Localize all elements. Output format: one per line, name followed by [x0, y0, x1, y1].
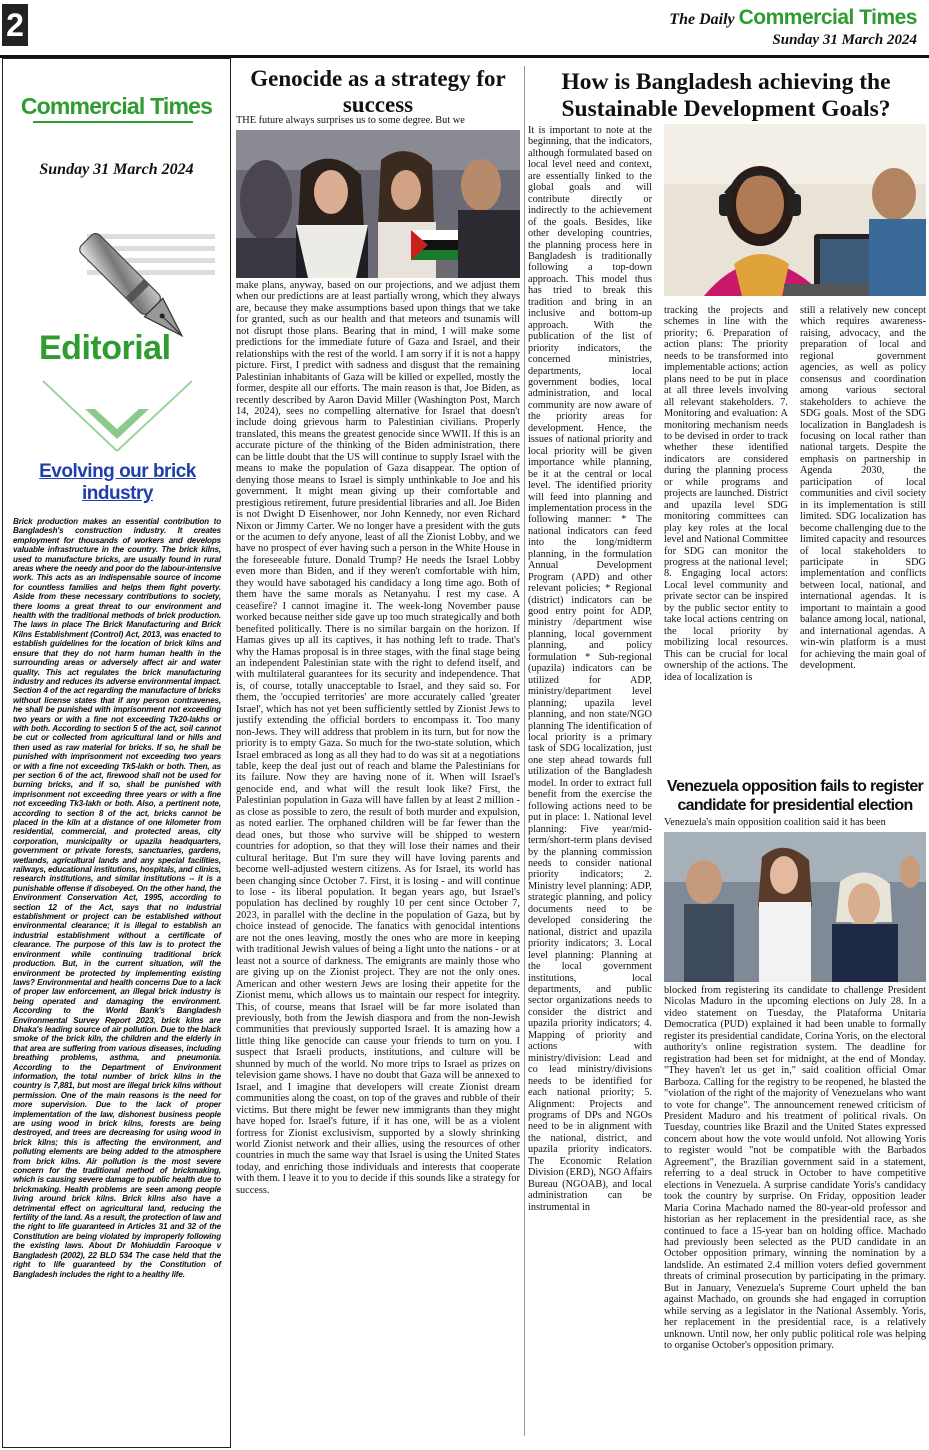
- editorial-brand-rule: [33, 121, 193, 123]
- editorial-title: Evolving our brick industry: [39, 461, 196, 504]
- editorial-date: Sunday 31 March 2024: [39, 161, 194, 178]
- sdg-article-title: How is Bangladesh achieving the Sustainable Development Goals?: [561, 69, 891, 122]
- sdg-article-col3: still a relatively new concept which requires awareness-raising, advocacy, and the preparation of local and regional government agencies, as well as policy consensus and coordination among various sectoral stakeholders to achieve the SDG goals. Most of the SDG localization in Bangladesh is focusing on local rather than national targets. Despite the emphasis on partnership in Agenda 2030, the participation of local communities and civil society in its implementation is still limited. SDG localization has become challenging due to the limited capacity and resources of local stakeholders to participate in SDG implementation and conflicts between local, national, and international agendas. It is important to maintain a good balance among local, national, and international agendas. A win-win platform is a must for achieving the main goal of development.: [800, 305, 926, 672]
- page-number: 2: [2, 4, 28, 46]
- venezuela-article-title: Venezuela opposition fails to register candidate for presidential election: [666, 778, 924, 814]
- masthead-date: Sunday 31 March 2024: [772, 32, 917, 48]
- editorial-body: Brick production makes an essential contribution to Bangladesh's construction industry. It creates employment for thousands of workers and develops valuable infrastructure in the country. The brick kilns, used to manufacture bricks, are usually found in rural areas where the needy and poor do the labour-intensive work. This acts as an indispensable source of income for countless families and helps them fight poverty. Aside from these necessary contributions to society, there looms a great threat to our environment and health with the traditional methods of brick production. The laws in place The Brick Manufacturing and Brick Kilns Establishment (Control) Act, 2013, was enacted to establish guidelines for the location of brick kilns and ensure that they do not harm human health in the surrounding areas or adversely affect air and water quality. This act regulates the brick manufacturing industry and reduces its adverse environmental impact. Section 4 of the act regarding the manufacture of bricks without license states that if any person contravenes, he shall be punished with imprisonment not exceeding two years or with a fine not exceeding Tk20-lakhs or with both. According to section 5 of the act, soil cannot be cut or collected from agricultural land or hills and then used as raw material for bricks. If so, he shall be punished with imprisonment not exceeding two years or with a fine not exceeding Tk5-lakh or both. Then, as per section 6 of the act, firewood shall not be used for burning bricks, and if so, shall be punished with imprisonment not exceeding three years or with a fine not exceeding Tk3-lakh or both. Also, a pertinent note, according to section 8 of the act, bricks cannot be placed in the kiln at a distance of one kilometer from residential, commercial, and protected areas, city corporation, municipality or upazila headquarters, government or private forests, sanctuaries, gardens, wetlands, agricultural lands and any special facilities, railways, educational institutions, hospitals, and clinics, research institutions, and similar institutions -- it is a punishable offense if disobeyed. On the other hand, the Environment Conservation Act, 1995, according to section 12 of the Act, says that no industrial establishment or project can be established without environmental clearance; it is illegal to establish an industrial establishment without a certificate of clearance. The purpose of this law is to protect the environment while continuing traditional brick production. But, in the current situation, will the environment be protected by implementing existing laws? Environmental and health concerns Due to a lack of proper law enforcement, an illegal brick industry is being operated and damaging the environment. According to the World Bank's Bangladesh Environmental Survey Report 2023, brick kilns are Dhaka's leading source of air pollution. Due to the black smoke of the brick kiln, the children and the elderly in that area are suffering from various diseases, including breathing problems, asthma, and pneumonia. According to the Department of Environment information, the total number of brick kilns in the country is 7,881, but most are illegal brick kilns without permission. One of the main reasons is the need for more supervision. Due to the lack of proper implementation of the law, dishonest business people are using wood in brick kilns, forests are being destroyed, and trees are decreasing for using wood in brick kilns; this is affecting the environment, and polluting elements are being added to the atmosphere from brick kilns. Air pollution is the most severe concern for the traditional method of brickmaking, which is causing severe damage to public health due to brickmaking. Health problems are seen among people living around brick kilns. Brick kilns also have a detrimental effect on agricultural land, reducing the fertility of the land. As a result, the protection of law and the right to life guaranteed in Articles 31 and 32 of the Constitution are being violated by improperly following the existing laws. About Dr Mohiuddin Farooque v Bangladesh (2002), 22 BLD 534 The case held that the right to life guaranteed by the Constitution of Bangladesh includes the right to a healthy life.: [13, 517, 221, 1279]
- masthead-brand: Commercial Times: [738, 6, 917, 29]
- protest-photo: [236, 130, 520, 278]
- gaza-article-lead: THE future always surprises us to some degree. But we: [236, 115, 465, 126]
- sdg-article-col1: It is important to note at the beginning, that the indicators, although formulated based on local level need and context, are essentially linked to the global goals and will contribute directly or indirectly to the achievement of the goals. Besides, like other developing countries, the planning process here in Bangladesh is traditionally following a top-down approach. This model thus has tried to break this tradition and bring in an inclusive and bottom-up approach. With the publication of the list of priority indicators, the concerned ministries, departments, local government bodies, local administration, and local community are now aware of the priority areas for development. Hence, the issues of national priority and local priority will be given importance while planning, be it at the central or local level. The identified priority will feed into planning and implementation process in the following manner: * The national indicators can feed into the long/midterm planning, in the formulation Annual Development Program (APD) and other relevant policies; * Regional (district) indicators can be good entry point for ADP, ministry /department wise planning, local government planning, and policy formulation * Sub-regional (upazila) indicators can be utilized for ADP, ministry/department level planning; upazila level planning, and non state/NGO planning The identification of local priority is a primary task of SDG localization, just one step ahead towards full utilization of the Bangladesh model. In order to extract full benefit from the exercise the following actions need to be put in place: 1. National level planning: Five year/mid-term/short-term plans devised by the planning commission needs to consider national priority indicators; 2. Ministry level planning: ADP, strategic planning, and policy documents need to be developed considering the national, district and upazila priority indicators; 3. Local level planning: Planning at the local government institutions, local departments, and public sector organizations needs to consider the district and upazila priority indicators; 4. Mapping of priority and actions with ministry/division: Lead and co lead ministry/divisions needs to be identified for each national priority; 5. Alignment: Projects and programs of DPs and NGOs need to be in alignment with the national, district, and upazila priority indicators. The Economic Relation Division (ERD), NGO Affairs Bureau (NGOAB), and local administration can be instrumental in: [528, 125, 652, 1213]
- editorial-section-word: Editorial: [39, 329, 171, 367]
- down-arrow-icon: [3, 377, 231, 457]
- masthead-daily: The Daily: [669, 11, 735, 28]
- masthead: [669, 6, 917, 49]
- editorial-column: [2, 58, 231, 1448]
- gaza-article-body: make plans, anyway, based on our projections, and we adjust them when our predictions are at least partially wrong, which they always are, because they make assumptions based upon things that we take for granted, such as our health and that meteors and tsunamis will not disrupt those plans. Bearing that in mind, I will make some predictions for the immediate future of Gaza and Israel, and their relationships with the rest of the world. I am sorry if it is not a happy picture. First, I predict with sadness and disgust that the remaining Palestinian inhabitants of Gaza will be killed or expelled, mostly the former, despite all our efforts. The main reason is that, Joe Biden, as recently described by Aaron David Miller (Washington Post, March 14, 2024), sees no compelling alternative for Israel that doesn't include doing grievous harm to Palestinian civilians. Properly translated, this means the greatest genocide since WWII. If this is an accurate picture of the thinking of the Biden administration, there can be little doubt that the US will continue to supply Israel with the means to make the population of Gaza disappear. The option of denying those means to Israel is simply unthinkable to Joe and his government. It might mean giving up their comfortable and prestigious retirement, future presidential libraries and all. Joe Biden is not Dwight D Eisenhower, nor John Kennedy, nor even Richard Nixon or Jimmy Carter. We no longer have a president with the guts or the acumen to defy anyone, least of all the Zionist Lobby, and we have no prospect of ever having such a person in the White House in the foreseeable future. Donald Trump? He needs the Israel Lobby even more than Biden, and if they weren't comfortable with him, they would have sabotaged his candidacy a long time ago. Both of them have the same morals as Netanyahu. I rest my case. A ceasefire? I cannot imagine it. The week-long November pause worked because neither side gave up too much strategically and both benefited politically. There is no similar bargain on the horizon. If Hamas gives up all its captives, it has nothing left to trade. That's why the Hamas proposal is in three stages, with the final stage being an independent Palestinian state with the right to defend itself, and with multilateral guarantees for its security and independence. That is, of course, totally unacceptable to Israel, and they said so. For them, the 'occupied territories' are more accurately called 'greater Israel', which has not yet been sufficiently settled by Zionist Jews to justify extending the official borders to encompass it. Too many non-Jews. They will address that problem in its turn, but for now the priority is to empty Gaza. So much for the two-state solution, which Israel embraced as long as all they had to do was sit at a negotiations table, keep the deal just out of reach and blame the Palestinians for its failure. Now they are having none of it. When will Israel's genocide end, and what will the result look like? First, the Palestinian population in Gaza will have fallen by at least 2 million - as close as possible to zero, the result of both murder and expulsion, as noted earlier. The orphaned children will be far fewer than the dead ones, but those who survive will be shipped to western countries for adoption, so that they will lose their names and their cultural heritage. But I'm sure they will have loving parents and become well-adjusted western citizens. As for Israel, its world has been changing since October 7. First, it is losing - and will continue to lose - its liberal population. It began years ago, but Israel's population has declined by roughly 10 per cent since October 7, 2023, in parallel with the decline in the population of Gaza, but by choice instead of genocide. The fanatics with genocidal intentions are not the ones leaving, mostly the ones who are more in keeping with traditional Jewish values of being a light unto the nations - or at least not a source of darkness. The emigrants are mainly those who are giving up on the Zionist project. They are not the only ones. American and other western Jews are losing their appetite for the Zionist menu, which allows us to maintain our respect for integrity. This, of course, means that Israel will be far more isolated than previously, both from the Jewish diaspora and from the non-Jewish communities that previously supported Israel. It is amazing how a little thing like genocide can cause your friends to turn on you. I suspect that Israeli products, institutions, and culture will be shunned by much of the world. No more trips to Israel as prizes on television game shows. I have no doubt that Gaza will be annexed to Israel, and I imagine that developers will create Zionist dream communities along the coast, on top of the graves and rubble of their victims. But there might be fewer new immigrants than they might have hoped for. Israel's future, if it has one, will be as a violent fortress for Zionist exclusivism, supported by a slowly shrinking world Zionist network and their allies, using the resources of other countries in much the same way that Israel is using the United States today, and enriching those individuals and interests that cooperate with them. I leave it to you to decide if this sounds like a strategy for success.: [236, 280, 520, 1196]
- call-center-photo: [664, 124, 926, 296]
- column-divider: [524, 66, 525, 1436]
- crowd-photo: [664, 832, 926, 982]
- venezuela-article-lead: Venezuela's main opposition coalition said it has been: [664, 817, 886, 828]
- sdg-article-col2: tracking the projects and schemes in line with the priority; 6. Preparation of action plans: The priority needs to be transformed into implementable actions; action plans need to be put in place at all three levels involving all relevant stakeholders. 7. Monitoring and evaluation: A monitoring mechanism needs to be devised in order to track whether these identified indicators are considered during the planning process or while programs and projects are launched. District and upazila level SDG monitoring committees can play key roles at the local level and National Committee for SDG can monitor the progress at the national level; 8. Engaging local actors: Local level community and private sector can be inspired by the public sector entity to take local actions centring on the local priority by mobilizing local resources. This can be crucial for local ownership of the actions. The idea of localization is: [664, 305, 788, 683]
- gaza-article-title: Genocide as a strategy for success: [250, 66, 506, 117]
- venezuela-article-body: blocked from registering its candidate to challenge President Nicolas Maduro in the upcoming elections on July 28. In a video statement on Tuesday, the Plataforma Unitaria Democratica (PUD) explained it had been unable to formally register its presidential candidate, Corina Yoris, on the electoral authority's online registration system. The deadline for registration had been set for midnight, at the end of Monday. "They haven't let us get in," said coalition official Omar Barboza. Calling for the registry to be reopened, he blasted the "violation of the right of the majority of Venezuelans who want to vote for change". The announcement renewed criticism of President Maduro and his treatment of political rivals. On Tuesday, countries like Brazil and the United States expressed concern about how the vote would unfold. Not allowing Yoris to register would "not be compatible with the Barbados Agreement", the Brazilian government said in a statement, referring to a deal struck in October to have competitive elections in Venezuela. A surprise candidate Yoris's candidacy took the country by surprise. On Friday, opposition leader Maria Corina Machado named the 80-year-old professor and historian as her replacement in the presidential race, as she continued to face a 15-year ban on holding office. Machado had previously been selected as the PUD candidate in an October opposition primary, winning the nomination by a landslide. An estimated 2.4 million voters defied government threats of criminal prosecution by participating in the primary. But in January, Venezuela's Supreme Court upheld the ban against Machado, on grounds she had engaged in corruption while serving as a legislator in the National Assembly. Yoris, her replacement in the presidential race, is a relatively unknown. Until now, her only public political role was helping to organise October's opposition primary.: [664, 985, 926, 1352]
- editorial-brand: Commercial Times: [20, 93, 213, 119]
